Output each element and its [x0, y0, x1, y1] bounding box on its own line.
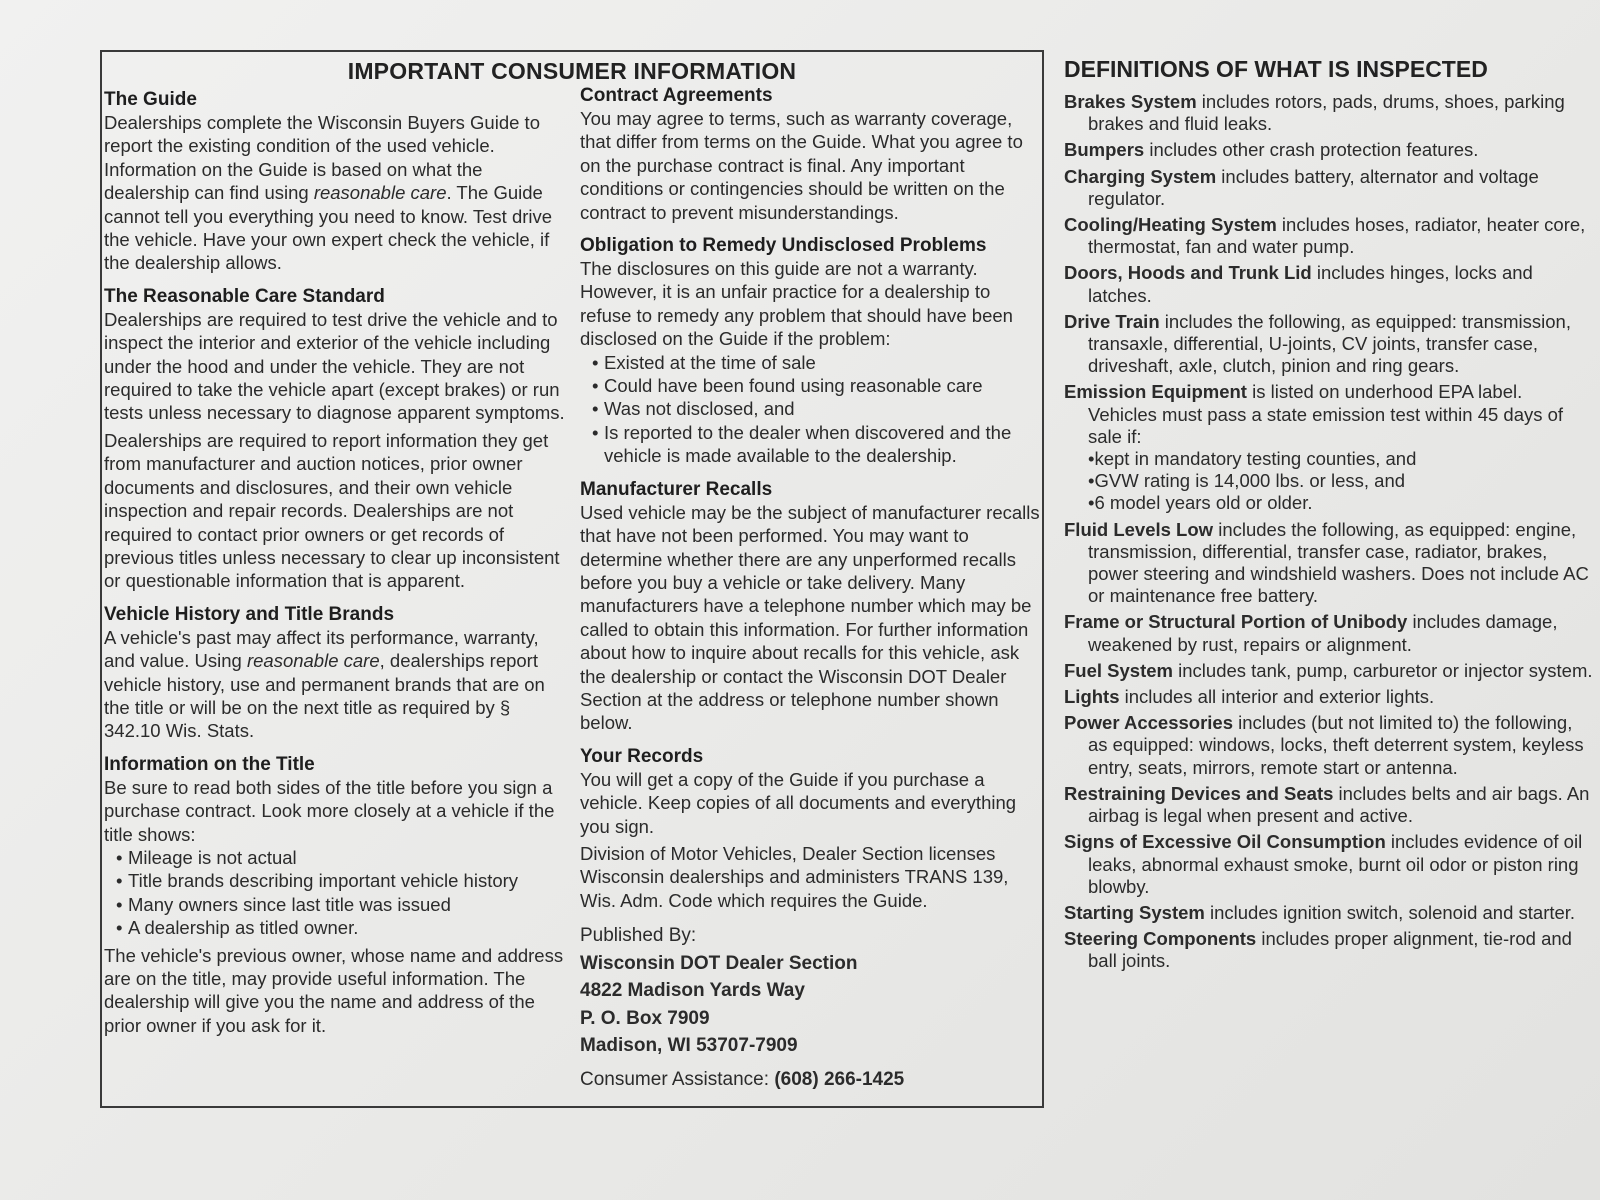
- list-item: • Was not disclosed, and: [592, 397, 1040, 420]
- records-text2: Division of Motor Vehicles, Dealer Section licenses Wisconsin dealerships and administers TRANS 139, Wis. Adm. Code which requires the Guide.: [580, 842, 1009, 911]
- title-info-text: Be sure to read both sides of the title before you sign a purchase contract. Look more closely at a vehicle if the title shows:: [104, 776, 555, 845]
- definition-item: Signs of Excessive Oil Consumption includes evidence of oil leaks, abnormal exhaust smoke, burnt oil odor or piston ring blowby.: [1064, 831, 1583, 897]
- publisher-name: Wisconsin DOT Dealer Section: [580, 952, 858, 974]
- section-contract: [580, 84, 1040, 224]
- definition-item: Bumpers includes other crash protection features.: [1064, 139, 1479, 161]
- list-item: • Title brands describing important vehicle history: [116, 869, 566, 892]
- definition-item: Brakes System includes rotors, pads, drums, shoes, parking brakes and fluid leaks.: [1064, 91, 1565, 135]
- definition-item: Cooling/Heating System includes hoses, radiator, heater core, thermostat, fan and water pump.: [1064, 214, 1586, 258]
- guide-heading: The Guide: [104, 89, 197, 110]
- reasonable-care-para2: Dealerships are required to report information they get from manufacturer and auction notices, prior owner documents and disclosures, and their own vehicle inspection and repair records. Dealerships are not required to contact prior owners or get records of previous titles unless necessary to clear up inconsistent or questionable information that is apparent.: [104, 429, 560, 592]
- definition-item: Charging System includes battery, alternator and voltage regulator.: [1064, 165, 1539, 209]
- definition-item: Restraining Devices and Seats includes belts and air bags. An airbag is legal when present and active.: [1064, 782, 1590, 827]
- definition-item: Drive Train includes the following, as equipped: transmission, transaxle, differential, U-joints, CV joints, transfer case, driveshaft, axle, clutch, pinion and ring gears.: [1064, 310, 1571, 377]
- definition-item: Starting System includes ignition switch, solenoid and starter.: [1064, 901, 1576, 923]
- contract-text: You may agree to terms, such as warranty coverage, that differ from terms on the Guide. What you agree to on the purchase contract is final. Any important conditions or contingencies should be written on the contract to prevent misunderstandings.: [580, 108, 1023, 223]
- history-heading: Vehicle History and Title Brands: [104, 603, 395, 625]
- list-item: •6 model years old or older.: [1088, 492, 1313, 514]
- records-text: You will get a copy of the Guide if you purchase a vehicle. Keep copies of all documents and everything you sign.: [580, 768, 1017, 837]
- box-title: IMPORTANT CONSUMER INFORMATION: [347, 58, 797, 84]
- section-history: [104, 603, 566, 743]
- obligation-bullets: [580, 351, 1040, 468]
- definition-item: Doors, Hoods and Trunk Lid includes hinges, locks and latches.: [1064, 262, 1533, 306]
- list-item: • A dealership as titled owner.: [116, 916, 566, 939]
- records-heading: Your Records: [580, 745, 704, 767]
- definition-item: Fuel System includes tank, pump, carburetor or injector system.: [1064, 659, 1593, 681]
- list-item: •kept in mandatory testing counties, and: [1088, 448, 1417, 470]
- section-guide: [104, 88, 566, 275]
- list-item: •GVW rating is 14,000 lbs. or less, and: [1088, 470, 1406, 492]
- consumer-assistance: Consumer Assistance: (608) 266-1425: [580, 1068, 905, 1090]
- section-reasonable-care: [104, 285, 566, 593]
- middle-column: [580, 84, 1040, 1103]
- definition-item: Power Accessories includes (but not limited to) the following, as equipped: windows, locks, theft deterrent system, keyless entry, seats, mirrors, remote start or antenna.: [1064, 712, 1584, 778]
- section-recalls: [580, 478, 1040, 735]
- definitions-column: [1064, 56, 1594, 977]
- definition-item: Lights includes all interior and exterior lights.: [1064, 686, 1435, 708]
- section-publisher: [580, 922, 1040, 1093]
- publisher-po-box: P. O. Box 7909: [580, 1007, 710, 1029]
- left-column: [104, 88, 566, 1047]
- list-item: • Mileage is not actual: [116, 846, 566, 869]
- section-obligation: [580, 234, 1040, 468]
- title-info-closing: The vehicle's previous owner, whose name and address are on the title, may provide useful information. The dealership will give you the name and address of the prior owner if you ask for it.: [104, 944, 564, 1036]
- definitions-title: DEFINITIONS OF WHAT IS INSPECTED: [1064, 56, 1488, 82]
- reasonable-care-heading: The Reasonable Care Standard: [104, 285, 385, 307]
- emission-bullets: [1088, 448, 1594, 515]
- definition-item: Fluid Levels Low includes the following, as equipped: engine, transmission, differential, transfer case, radiator, brakes, power steering and windshield washers. Does not include AC or maintenance free battery.: [1064, 518, 1589, 607]
- title-info-heading: Information on the Title: [104, 753, 315, 775]
- recalls-heading: Manufacturer Recalls: [580, 478, 773, 500]
- guide-text: Dealerships complete the Wisconsin Buyers Guide to report the existing condition of the used vehicle. Information on the Guide is based on what the dealership can find using reasonable care. The Guide cannot tell you everything you need to know. Test drive the vehicle. Have your own expert check the vehicle, if the dealership allows.: [104, 112, 553, 274]
- definition-item: Steering Components includes proper alignment, tie-rod and ball joints.: [1064, 928, 1572, 972]
- history-text: A vehicle's past may affect its performance, warranty, and value. Using reasonable care, dealerships report vehicle history, use and permanent brands that are on the title or will be on the next title as required by § 342.10 Wis. Stats.: [104, 626, 545, 742]
- contract-heading: Contract Agreements: [580, 85, 773, 106]
- obligation-heading: Obligation to Remedy Undisclosed Problems: [580, 235, 987, 257]
- reasonable-care-para1: Dealerships are required to test drive the vehicle and to inspect the interior and exterior of the vehicle including under the hood and under the vehicle. They are not required to take the vehicle apart (except brakes) or run tests unless necessary to diagnose apparent symptoms.: [104, 308, 565, 424]
- list-item: • Could have been found using reasonable care: [592, 374, 1040, 397]
- publisher-label: Published By:: [580, 925, 697, 947]
- publisher-street: 4822 Madison Yards Way: [580, 980, 805, 1002]
- list-item: • Many owners since last title was issued: [116, 893, 566, 916]
- section-records: [580, 745, 1040, 912]
- recalls-text: Used vehicle may be the subject of manufacturer recalls that have not been performed. You may want to determine whether there are any unperformed recalls before you buy a vehicle or take delivery. Many manufacturers have a telephone number which may be called to obtain this information. For further information about how to inquire about recalls for this vehicle, ask the dealership or contact the Wisconsin DOT Dealer Section at the address or telephone number shown below.: [580, 501, 1040, 734]
- obligation-text: The disclosures on this guide are not a warranty. However, it is an unfair practice for a dealership to refuse to remedy any problem that should have been disclosed on the Guide if the problem:: [580, 258, 1013, 350]
- definition-item: Frame or Structural Portion of Unibody includes damage, weakened by rust, repairs or alignment.: [1064, 611, 1558, 655]
- definition-item-emission: Emission Equipment is listed on underhood EPA label. Vehicles must pass a state emission test within 45 days of sale if: •kept in mandatory testing counties, and •GVW rating is 14,000 lbs. or less, and •6 model years old or older.: [1064, 381, 1594, 514]
- title-info-bullets: [104, 846, 566, 940]
- list-item: • Existed at the time of sale: [592, 351, 1040, 374]
- publisher-city: Madison, WI 53707-7909: [580, 1035, 798, 1057]
- list-item: • Is reported to the dealer when discovered and the vehicle is made available to the dealership.: [592, 421, 1040, 468]
- section-title-info: [104, 753, 566, 1037]
